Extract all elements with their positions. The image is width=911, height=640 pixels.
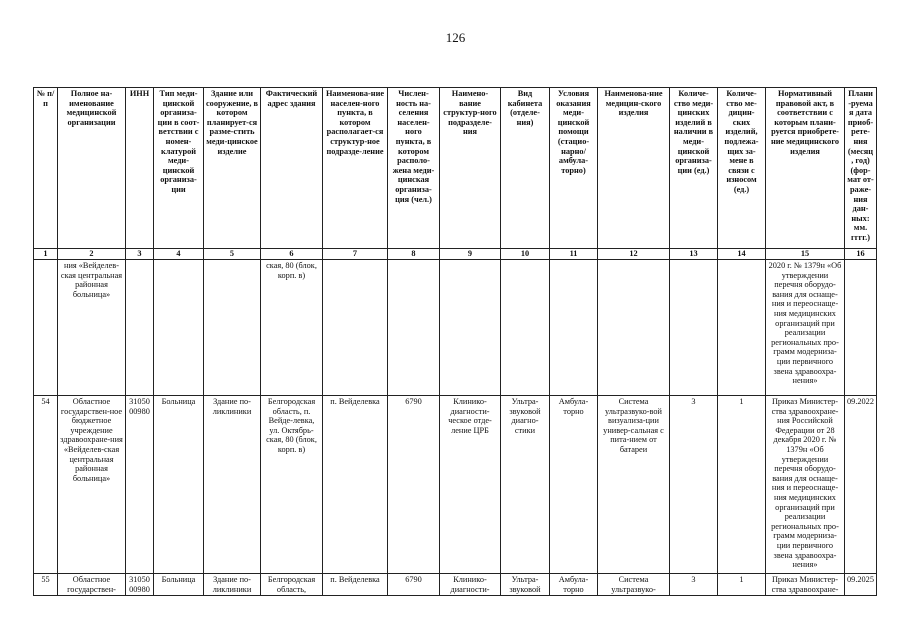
table-cell: [323, 260, 388, 396]
table-cell: Областное государствен-ное бюджетное учреждение здравоохране-ния «Вейделев-ская центральная районная больница»: [58, 396, 126, 574]
column-number-row: [34, 249, 877, 260]
col-header: Наименова-ние медицин-ского изделия: [598, 88, 670, 249]
table-cell: 3: [670, 396, 718, 574]
table-cell: 09.2022: [845, 396, 877, 574]
table-cell: 09.2025: [845, 574, 877, 596]
col-header: Здание или сооружение, в котором планирует-ся разме-стить меди-цинское изделие: [204, 88, 261, 249]
table-cell: [501, 260, 550, 396]
table-cell: 1: [718, 396, 766, 574]
table-cell: [440, 260, 501, 396]
table-cell: Приказ Министер-ства здравоохране-ния Российской Федерации от 28 декабря 2020 г. № 1379н «Об утверждении перечня оборудо-вания для оснаще-ния и переоснаще-ния медицинских организаций при реализации региональных про-грамм модерниза-ции первичного звена здравоохра-нения»: [766, 396, 845, 574]
table-row-continuation: [34, 260, 877, 396]
table-cell: 55: [34, 574, 58, 596]
equipment-table: [33, 87, 877, 596]
table-cell: 3105000980: [126, 574, 154, 596]
column-number: 8: [388, 249, 440, 260]
table-cell: [126, 260, 154, 396]
col-header: Количе-ство меди-цинских изделий в наличии в меди-цинской организа-ции (ед.): [670, 88, 718, 249]
column-number: 9: [440, 249, 501, 260]
table-cell: Приказ Министер-ства здравоохране-: [766, 574, 845, 596]
table-row-54: [34, 396, 877, 574]
header-row: [34, 88, 877, 249]
col-header: № п/п: [34, 88, 58, 249]
table-cell: 6790: [388, 574, 440, 596]
col-header: Полное на-именование медицинской организации: [58, 88, 126, 249]
column-number: 12: [598, 249, 670, 260]
table-cell: 3105000980: [126, 396, 154, 574]
table-cell: Больница: [154, 396, 204, 574]
col-header: Условия оказания меди-цинской помощи (стацио-нарно/ амбула-торно): [550, 88, 598, 249]
col-header: Вид кабинета (отделе-ния): [501, 88, 550, 249]
column-number: 13: [670, 249, 718, 260]
table-cell: [670, 260, 718, 396]
column-number: 3: [126, 249, 154, 260]
column-number: 1: [34, 249, 58, 260]
table-cell: Система ультразвуко-: [598, 574, 670, 596]
table-cell: 3: [670, 574, 718, 596]
table-cell: [550, 260, 598, 396]
table-cell: Амбула-торно: [550, 396, 598, 574]
table-cell: Система ультразвуко-вой визуализа-ции универ-сальная с пита-нием от батареи: [598, 396, 670, 574]
table-row-55: [34, 574, 877, 596]
table-cell: 6790: [388, 396, 440, 574]
column-number: 6: [261, 249, 323, 260]
table-cell: Клинико-диагности-: [440, 574, 501, 596]
column-number: 11: [550, 249, 598, 260]
col-header: ИНН: [126, 88, 154, 249]
col-header: Наименова-ние населен-ного пункта, в котором располагает-ся структур-ное подразде-ление: [323, 88, 388, 249]
table-cell: Клинико-диагности-ческое отде-ление ЦРБ: [440, 396, 501, 574]
table-cell: ния «Вейделев-ская центральная районная больница»: [58, 260, 126, 396]
column-number: 16: [845, 249, 877, 260]
table-cell: [204, 260, 261, 396]
column-number: 14: [718, 249, 766, 260]
table-cell: [388, 260, 440, 396]
table-cell: Ультра-звуковой: [501, 574, 550, 596]
col-header: Нормативный правовой акт, в соответствии с которым плани-руется приобрете-ние медицинского изделия: [766, 88, 845, 249]
table-cell: [598, 260, 670, 396]
table-cell: ская, 80 (блок, корп. в): [261, 260, 323, 396]
col-header: Фактический адрес здания: [261, 88, 323, 249]
table-cell: Ультра-звуковой диагно-стики: [501, 396, 550, 574]
table-cell: Областное государствен-: [58, 574, 126, 596]
table-cell: Белгородская область,: [261, 574, 323, 596]
table-cell: Амбула-торно: [550, 574, 598, 596]
table-cell: 1: [718, 574, 766, 596]
table-cell: Здание по-ликлиники: [204, 574, 261, 596]
column-number: 5: [204, 249, 261, 260]
column-number: 10: [501, 249, 550, 260]
col-header: Наимено-вание структур-ного подразделе-ния: [440, 88, 501, 249]
table-cell: [845, 260, 877, 396]
col-header: Плани-руемая дата приоб-рете-ния (месяц, год) (фор-мат от-раже-ния дан-ных: мм. гггг.): [845, 88, 877, 249]
table-cell: [154, 260, 204, 396]
column-number: 15: [766, 249, 845, 260]
table-cell: 2020 г. № 1379н «Об утверждении перечня оборудо-вания для оснаще-ния и переоснаще-ния медицинских организаций при реализации региональных про-грамм модерниза-ции первичного звена здравоохра-нения»: [766, 260, 845, 396]
col-header: Числен-ность на-селения населен-ного пункта, в котором располо-жена меди-цинская организа-ция (чел.): [388, 88, 440, 249]
table-cell: [34, 260, 58, 396]
col-header: Количе-ство ме-дицин-ских изделий, подлежа-щих за-мене в связи с износом (ед.): [718, 88, 766, 249]
col-header: Тип меди-цинской организа-ции в соот-ветствии с номен-клатурой меди-цинской организа-ции: [154, 88, 204, 249]
page-number: 126: [445, 30, 466, 45]
column-number: 2: [58, 249, 126, 260]
table-cell: Больница: [154, 574, 204, 596]
column-number: 7: [323, 249, 388, 260]
table-cell: п. Вейделевка: [323, 574, 388, 596]
table-cell: Белгородская область, п. Вейде-левка, ул. Октябрь-ская, 80 (блок, корп. в): [261, 396, 323, 574]
table-cell: [718, 260, 766, 396]
table-cell: Здание по-ликлиники: [204, 396, 261, 574]
table-cell: 54: [34, 396, 58, 574]
column-number: 4: [154, 249, 204, 260]
table-cell: п. Вейделевка: [323, 396, 388, 574]
